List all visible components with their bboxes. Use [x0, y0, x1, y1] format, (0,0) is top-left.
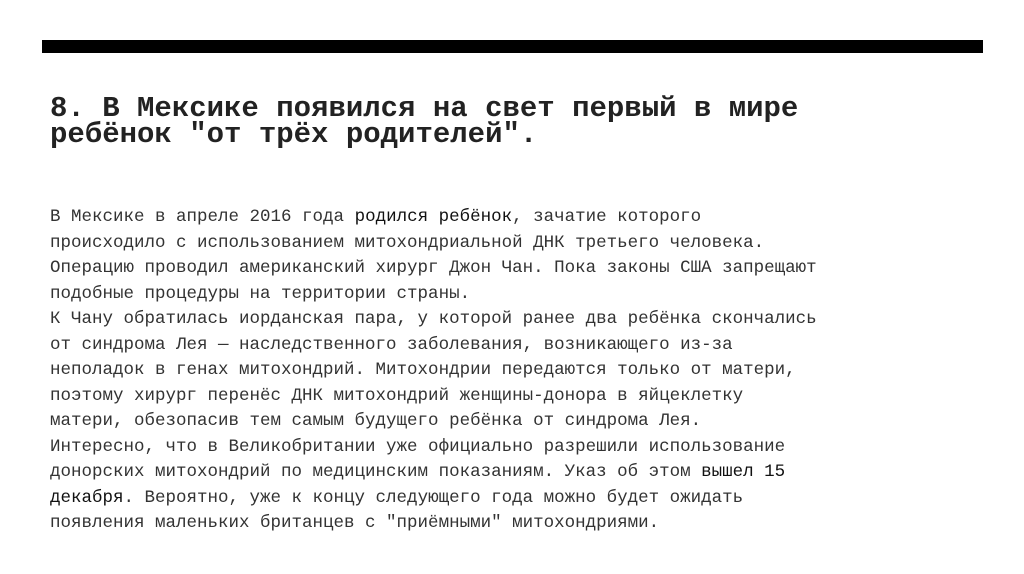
text-segment: донорских митохондрий по медицинским показаниям. Указ об этом: [50, 462, 702, 482]
body-line: К Чану обратилась иорданская пара, у которой ранее два ребёнка скончались: [50, 309, 817, 329]
body-line: [50, 205, 1010, 231]
body-line: матери, обезопасив тем самым будущего ребёнка от синдрома Лея.: [50, 411, 702, 431]
body-line: подобные процедуры на территории страны.: [50, 283, 471, 304]
title-line: 8. В Мексике появился на свет первый в мире: [50, 92, 799, 125]
decree-date-link-cont[interactable]: декабря: [50, 487, 124, 508]
body-line: [50, 460, 1010, 486]
body-line: Операцию проводил американский хирург Джон Чан. Пока законы США запрещают: [50, 258, 817, 278]
body-line: от синдрома Лея — наследственного заболевания, возникающего из-за: [50, 334, 733, 355]
slide-title: [50, 88, 990, 151]
body-line: появления маленьких британцев с "приёмными" митохондриями.: [50, 513, 660, 533]
decree-date-link[interactable]: вышел 15: [701, 462, 786, 482]
body-line: происходило с использованием митохондриальной ДНК третьего человека.: [50, 232, 765, 253]
text-segment: В Мексике в апреле 2016 года: [50, 207, 355, 227]
title-line: ребёнок "от трёх родителей".: [50, 117, 538, 151]
body-line: [50, 486, 1010, 512]
text-segment: , зачатие которого: [512, 207, 702, 227]
top-divider-bar: [42, 40, 983, 53]
body-line: поэтому хирург перенёс ДНК митохондрий женщины-донора в яйцеклетку: [50, 385, 744, 406]
text-segment: . Вероятно, уже к концу следующего года можно будет ожидать: [123, 487, 744, 508]
born-child-link[interactable]: родился ребёнок: [354, 207, 513, 227]
body-line: неполадок в генах митохондрий. Митохондрии передаются только от матери,: [50, 360, 796, 380]
article-body: [50, 205, 1010, 537]
body-line: Интересно, что в Великобритании уже официально разрешили использование: [50, 436, 786, 457]
